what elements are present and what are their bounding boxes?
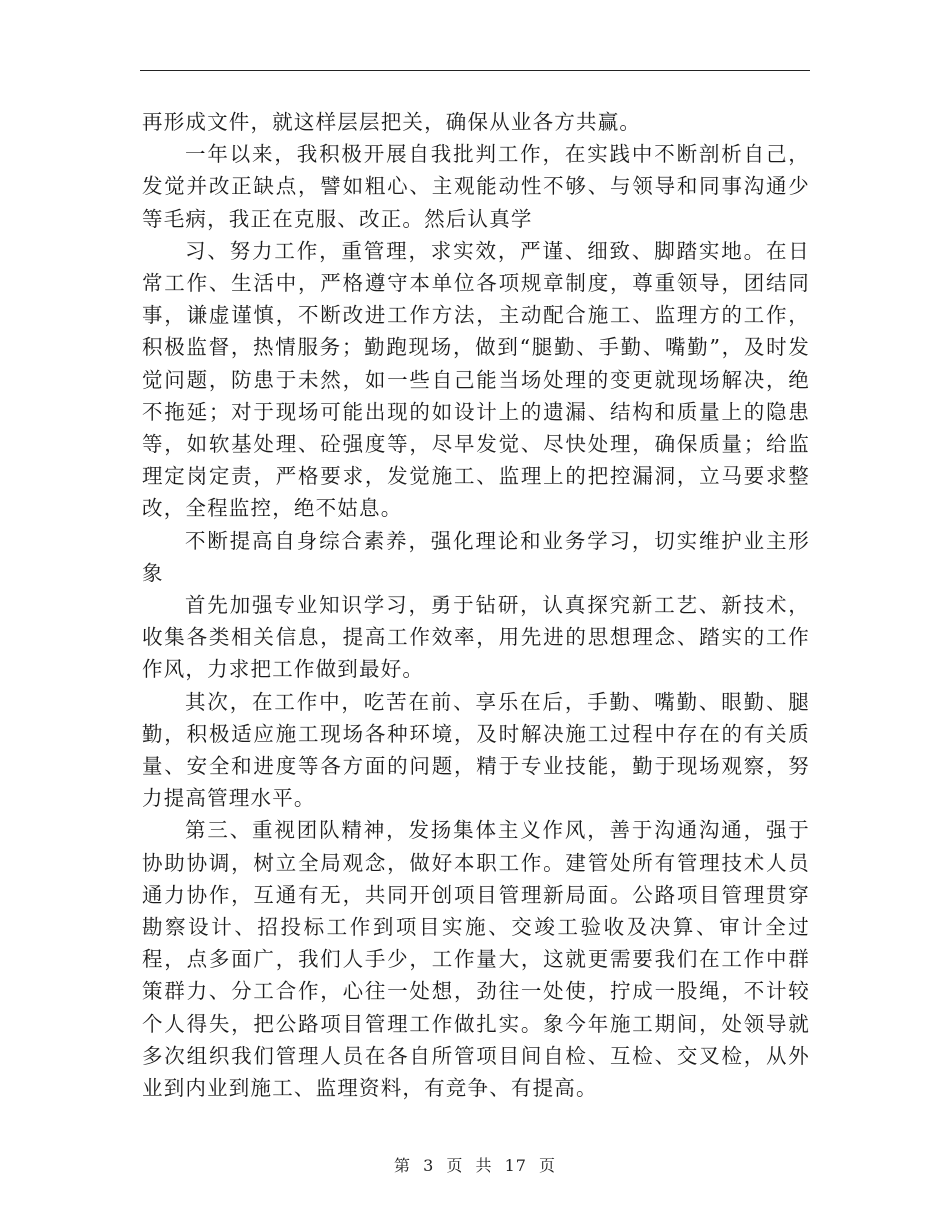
header-rule bbox=[140, 70, 810, 71]
paragraph: 不断提高自身综合素养，强化理论和业务学习，切实维护业主形象 bbox=[142, 528, 810, 585]
paragraph: 一年以来，我积极开展自我批判工作，在实践中不断剖析自己，发觉并改正缺点，譬如粗心、主观能动性不够、与领导和同事沟通少等毛病，我正在克服、改正。然后认真学 bbox=[142, 142, 810, 231]
document-body bbox=[142, 106, 810, 1104]
footer-ye-end: 页 bbox=[539, 1156, 557, 1175]
page-footer bbox=[0, 1153, 950, 1176]
total-page-count: 17 bbox=[504, 1156, 527, 1175]
footer-di: 第 bbox=[393, 1156, 411, 1175]
footer-gong: 共 bbox=[475, 1156, 493, 1175]
paragraph: 第三、重视团队精神，发扬集体主义作风，善于沟通沟通，强于协助协调，树立全局观念，做好本职工作。建管处所有管理技术人员通力协作，互通有无，共同开创项目管理新局面。公路项目管理贯穿勘察设计、招投标工作到项目实施、交竣工验收及决算、审计全过程，点多面广，我们人手少，工作量大，这就更需要我们在工作中群策群力、分工合作，心往一处想，劲往一处使，拧成一股绳，不计较个人得失，把公路项目管理工作做扎实。象今年施工期间，处领导就多次组织我们管理人员在各自所管项目间自检、互检、交叉检，从外业到内业到施工、监理资料，有竞争、有提高。 bbox=[142, 818, 810, 1101]
paragraph: 再形成文件，就这样层层把关，确保从业各方共赢。 bbox=[142, 110, 642, 134]
current-page-number: 3 bbox=[423, 1156, 435, 1175]
paragraph: 其次，在工作中，吃苦在前、享乐在后，手勤、嘴勤、眼勤、腿勤，积极适应施工现场各种环境，及时解决施工过程中存在的有关质量、安全和进度等各方面的问题，精于专业技能，勤于现场观察，努力提高管理水平。 bbox=[142, 689, 810, 811]
paragraph: 首先加强专业知识学习，勇于钻研，认真探究新工艺、新技术，收集各类相关信息，提高工作效率，用先进的思想理念、踏实的工作作风，力求把工作做到最好。 bbox=[142, 593, 810, 682]
footer-ye: 页 bbox=[446, 1156, 464, 1175]
paragraph: 习、努力工作，重管理，求实效，严谨、细致、脚踏实地。在日常工作、生活中，严格遵守本单位各项规章制度，尊重领导，团结同事，谦虚谨慎，不断改进工作方法，主动配合施工、监理方的工作，积极监督，热情服务；勤跑现场，做到“腿勤、手勤、嘴勤”，及时发觉问题，防患于未然，如一些自己能当场处理的变更就现场解决，绝不拖延；对于现场可能出现的如设计上的遗漏、结构和质量上的隐患等，如软基处理、砼强度等，尽早发觉、尽快处理，确保质量；给监理定岗定责，严格要求，发觉施工、监理上的把控漏洞，立马要求整改，全程监控，绝不姑息。 bbox=[142, 238, 810, 521]
